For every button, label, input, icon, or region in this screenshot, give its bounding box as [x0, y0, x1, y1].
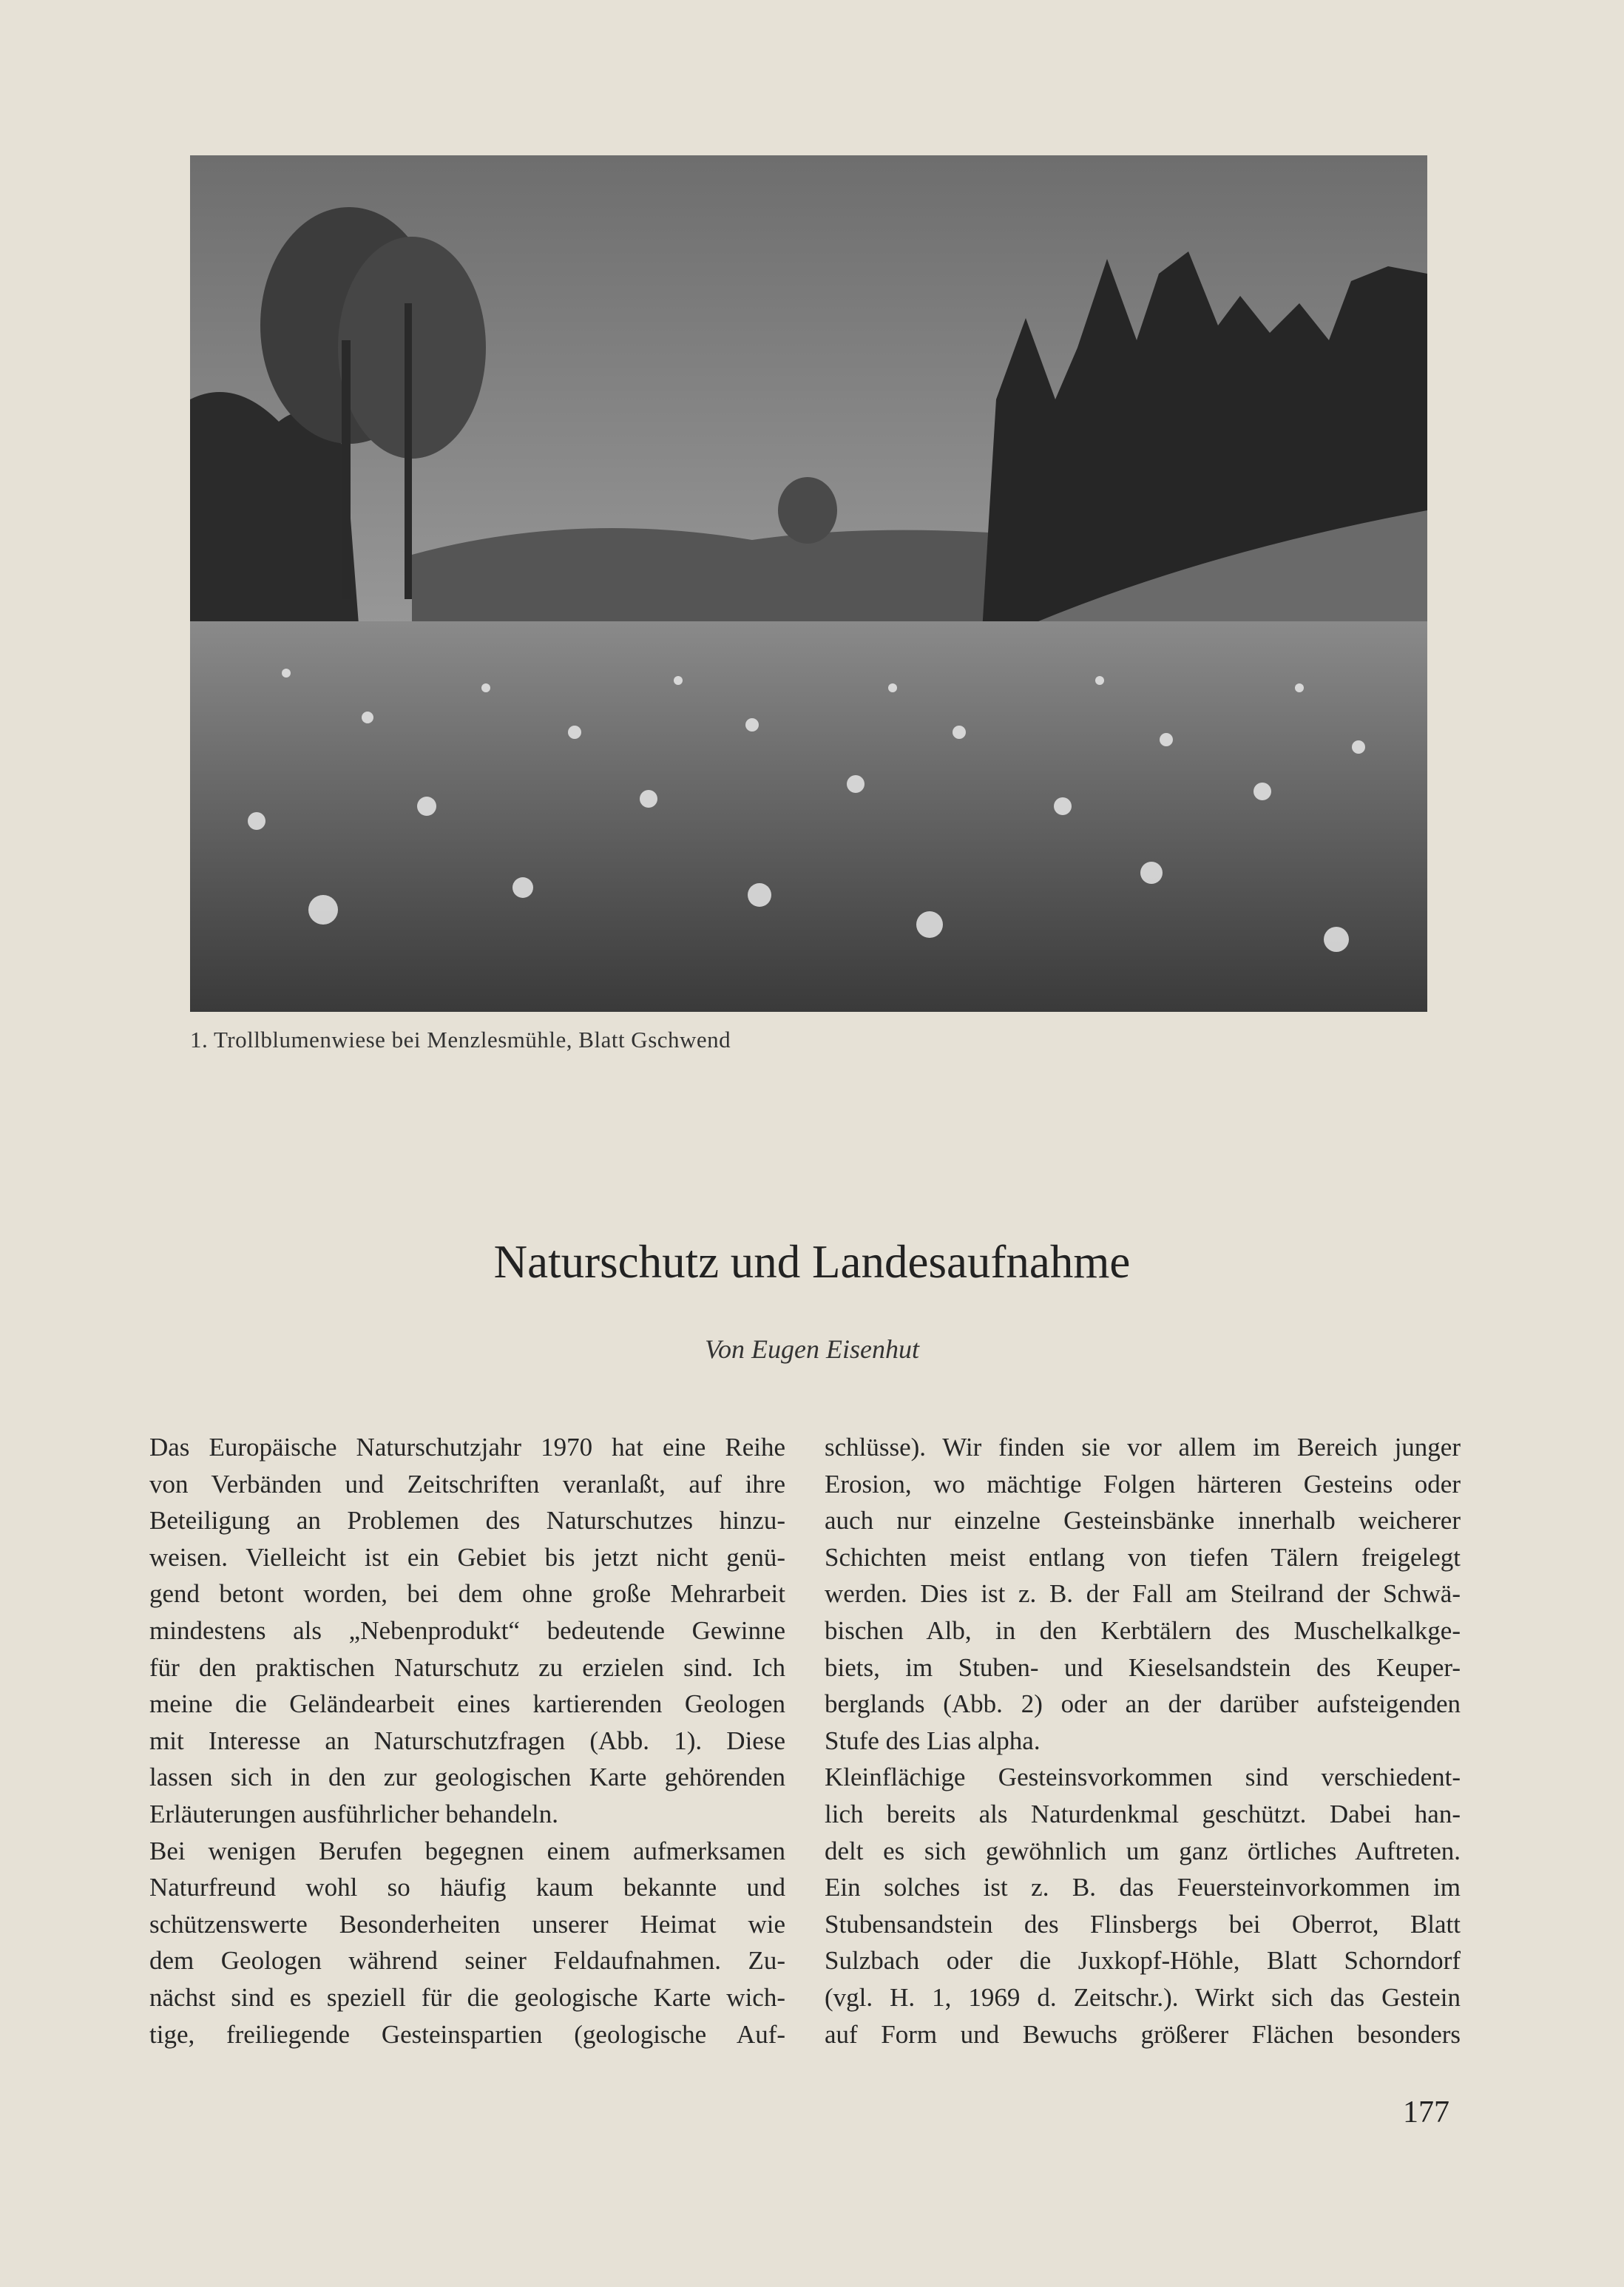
- meadow-photograph: [190, 155, 1427, 1012]
- body-text-line: biets, im Stuben- und Kieselsandstein des Keuper-: [825, 1652, 1461, 1682]
- body-text-line: gend betont worden, bei dem ohne große Mehrarbeit: [149, 1579, 785, 1609]
- body-text-line: Erläuterungen ausführlicher behandeln.: [149, 1799, 558, 1828]
- body-text-line: Kleinflächige Gesteinsvorkommen sind verschiedent-: [825, 1763, 1461, 1792]
- body-text-line: (vgl. H. 1, 1969 d. Zeitschr.). Wirkt sich das Gestein: [825, 1982, 1461, 2012]
- body-text-line: berglands (Abb. 2) oder an der darüber aufsteigenden: [825, 1689, 1461, 1719]
- body-text-line: lassen sich in den zur geologischen Karte gehörenden: [149, 1763, 785, 1792]
- meadow-photo-illustration: [190, 155, 1427, 1012]
- body-text-line: schützenswerte Besonderheiten unserer Heimat wie: [149, 1909, 785, 1939]
- body-text-line: Sulzbach oder die Juxkopf-Höhle, Blatt Schorndorf: [825, 1946, 1461, 1976]
- page-number: 177: [1403, 2095, 1449, 2129]
- body-text-line: schlüsse). Wir finden sie vor allem im Bereich junger: [825, 1433, 1461, 1462]
- article-author: Von Eugen Eisenhut: [705, 1334, 919, 1364]
- body-text-line: werden. Dies ist z. B. der Fall am Steilrand der Schwä-: [825, 1579, 1461, 1609]
- body-text-line: Bei wenigen Berufen begegnen einem aufmerksamen: [149, 1836, 785, 1865]
- body-text-line: Stubensandstein des Flinsbergs bei Oberrot, Blatt: [825, 1909, 1461, 1939]
- body-text-line: mindestens als „Nebenprodukt“ bedeutende Gewinne: [149, 1615, 785, 1645]
- body-text-line: von Verbänden und Zeitschriften veranlaßt, auf ihre: [149, 1469, 785, 1499]
- body-text-line: nächst sind es speziell für die geologische Karte wich-: [149, 1982, 785, 2012]
- body-text-line: Naturfreund wohl so häufig kaum bekannte und: [149, 1873, 785, 1902]
- body-text-line: auf Form und Bewuchs größerer Flächen besonders: [825, 2019, 1461, 2049]
- body-text-line: meine die Geländearbeit eines kartierenden Geologen: [149, 1689, 785, 1719]
- body-text-line: Erosion, wo mächtige Folgen härteren Gesteins oder: [825, 1469, 1461, 1499]
- body-text-line: für den praktischen Naturschutz zu erzielen sind. Ich: [149, 1652, 785, 1682]
- body-text-line: dem Geologen während seiner Feldaufnahmen. Zu-: [149, 1946, 785, 1976]
- body-text-line: Ein solches ist z. B. das Feuersteinvorkommen im: [825, 1873, 1461, 1902]
- body-text-line: Stufe des Lias alpha.: [825, 1726, 1041, 1755]
- body-column-right: [825, 1429, 1461, 2053]
- body-text-line: Beteiligung an Problemen des Naturschutzes hinzu-: [149, 1506, 785, 1536]
- body-text-line: bischen Alb, in den Kerbtälern des Muschelkalkge-: [825, 1615, 1461, 1645]
- body-text-line: Das Europäische Naturschutzjahr 1970 hat eine Reihe: [149, 1433, 785, 1462]
- body-text-line: tige, freiliegende Gesteinspartien (geologische Auf-: [149, 2019, 785, 2049]
- figure-caption: 1. Trollblumenwiese bei Menzlesmühle, Blatt Gschwend: [190, 1027, 731, 1053]
- article-title: Naturschutz und Landesaufnahme: [493, 1236, 1131, 1288]
- body-text-line: lich bereits als Naturdenkmal geschützt. Dabei han-: [825, 1799, 1461, 1828]
- body-text-line: mit Interesse an Naturschutzfragen (Abb. 1). Diese: [149, 1726, 785, 1755]
- body-text-line: weisen. Vielleicht ist ein Gebiet bis jetzt nicht genü-: [149, 1542, 785, 1572]
- body-text-line: delt es sich gewöhnlich um ganz örtliches Auftreten.: [825, 1836, 1461, 1865]
- body-column-left: [149, 1429, 785, 2053]
- body-text-line: auch nur einzelne Gesteinsbänke innerhalb weicherer: [825, 1506, 1461, 1536]
- body-text-line: Schichten meist entlang von tiefen Tälern freigelegt: [825, 1542, 1461, 1572]
